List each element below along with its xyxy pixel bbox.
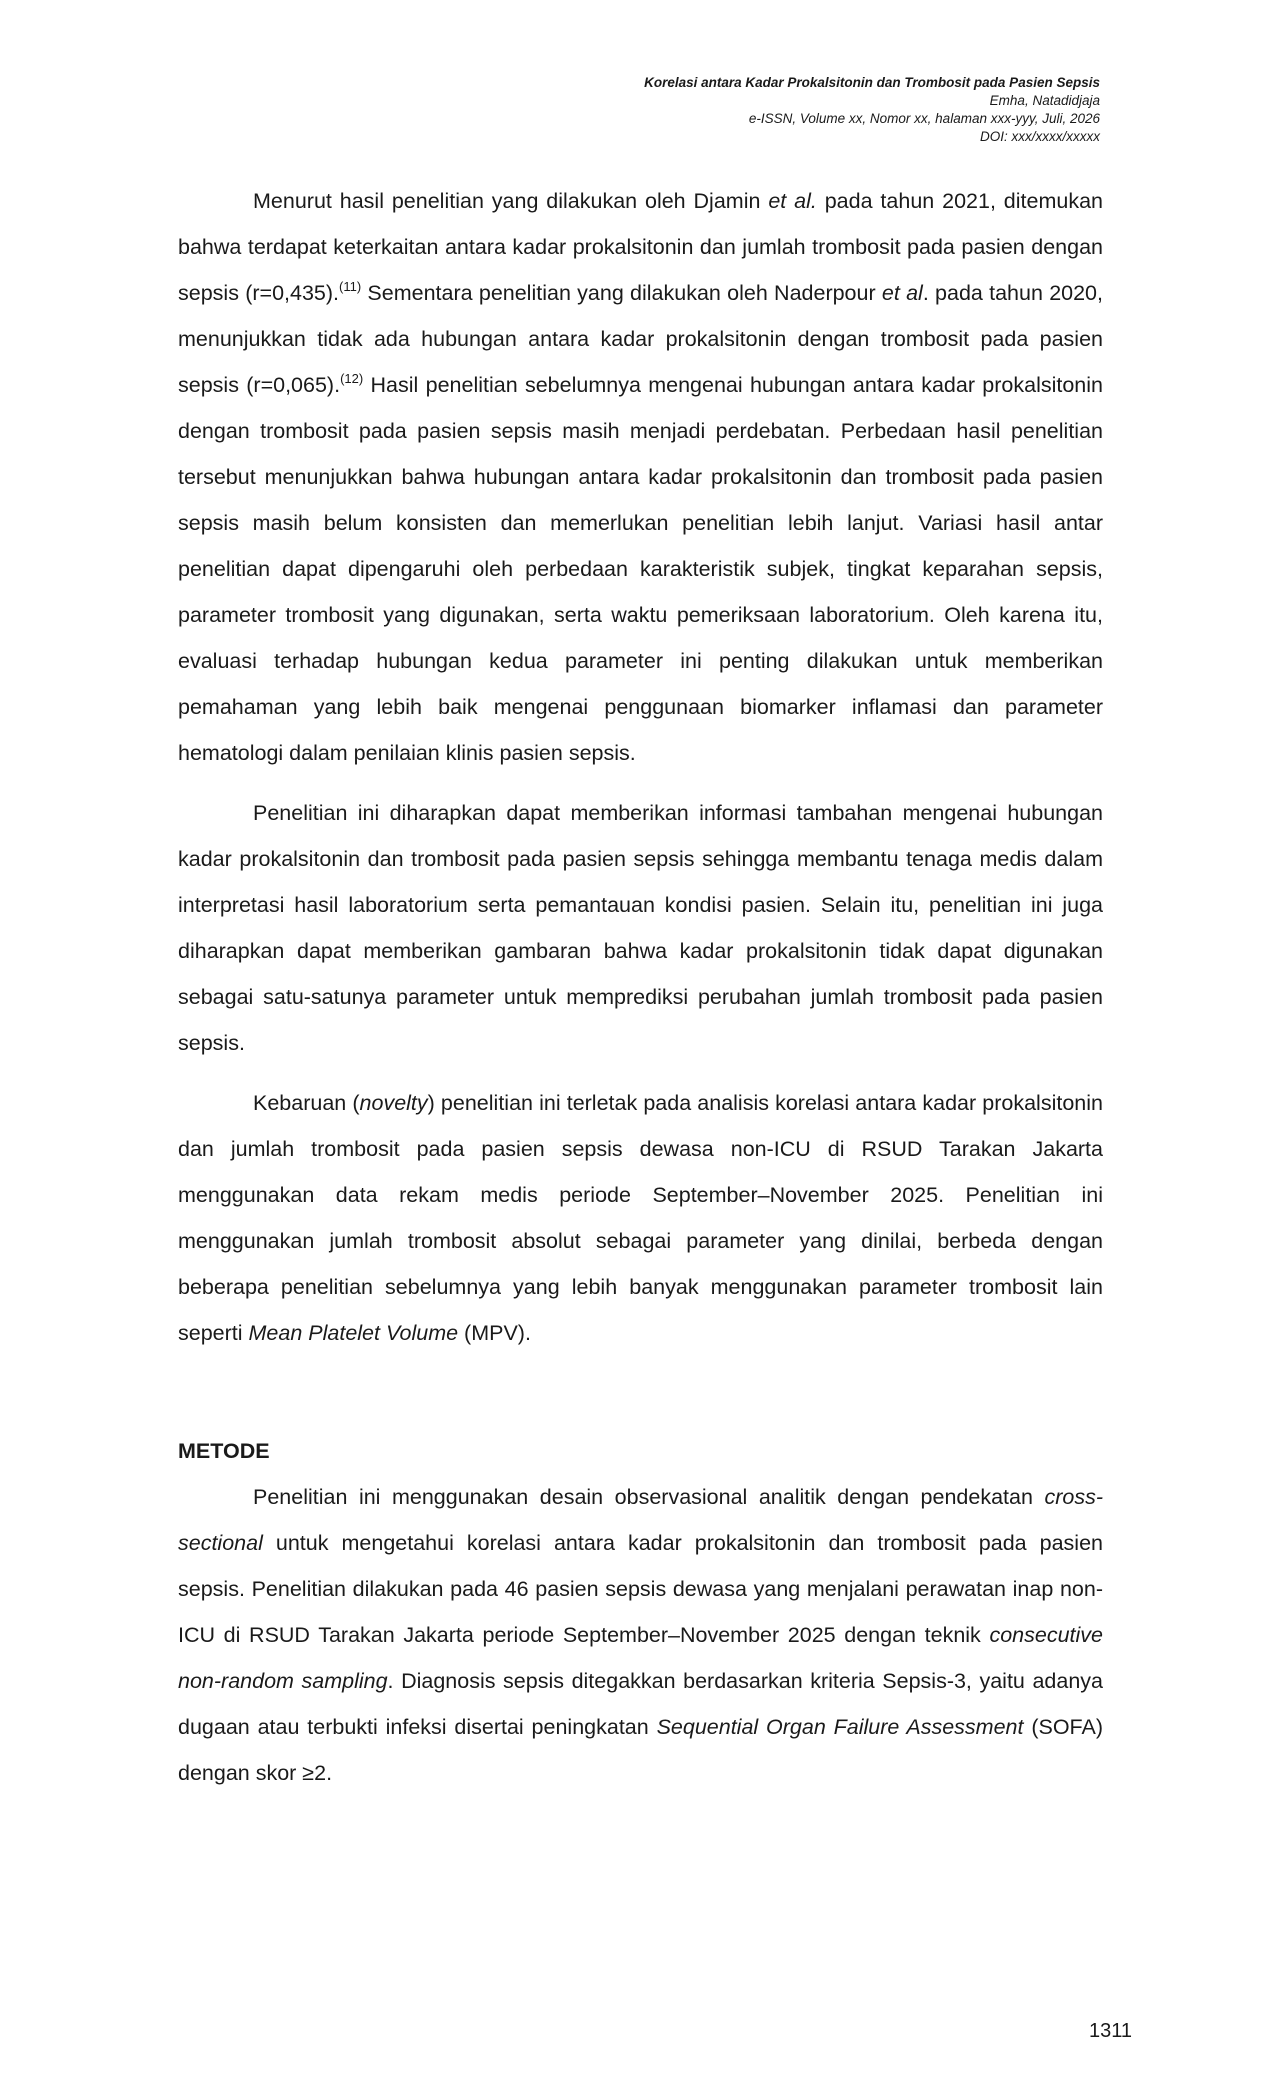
text-run: (MPV). [458,1321,531,1345]
italic-run: cross-sectional [178,1485,1103,1555]
text-run: untuk mengetahui korelasi antara kadar prokalsitonin dan trombosit pada pasien sepsis. Penelitian dilakukan pada 46 pasien sepsis dewasa yang menjalani perawatan inap non-ICU di RSUD Tarakan Jakarta periode September–November 2025 dengan teknik [178,1531,1103,1647]
header-issn: e-ISSN, Volume xx, Nomor xx, halaman xxx-yyy, Juli, 2026 [748,111,1100,126]
italic-run: et al. [768,189,817,213]
text-run: pada tahun 2021, ditemukan bahwa terdapat keterkaitan antara kadar prokalsitonin dan jumlah trombosit pada pasien dengan sepsis (r=0,435). [178,189,1103,305]
text-run: Penelitian ini menggunakan desain observasional analitik dengan pendekatan [253,1485,1045,1509]
text-run: Menurut hasil penelitian yang dilakukan oleh Djamin [253,189,769,213]
citation-ref: (12) [340,371,364,386]
paragraph-novelty [178,1080,1103,1356]
paragraph-methods [178,1474,1103,1796]
header-doi: DOI: xxx/xxxx/xxxxx [979,129,1100,144]
paragraph-prior-research [178,178,1103,776]
italic-run: consecutive non-random sampling [178,1623,1103,1693]
italic-run: Mean Platelet Volume [248,1321,459,1345]
header-article-title: Korelasi antara Kadar Prokalsitonin dan Trombosit pada Pasien Sepsis [644,75,1100,90]
text-run: ) penelitian ini terletak pada analisis korelasi antara kadar prokalsitonin dan jumlah trombosit pada pasien sepsis dewasa non-ICU di RSUD Tarakan Jakarta menggunakan data rekam medis periode September–November 2025. Penelitian ini menggunakan jumlah trombosit absolut sebagai parameter yang dinilai, berbeda dengan beberapa penelitian sebelumnya yang lebih banyak menggunakan parameter trombosit lain seperti [178,1091,1103,1345]
text-run: . Diagnosis sepsis ditegakkan berdasarkan kriteria Sepsis-3, yaitu adanya dugaan atau terbukti infeksi disertai peningkatan [178,1669,1103,1739]
italic-run: novelty [359,1091,428,1115]
text-run: (SOFA) dengan skor ≥2. [178,1715,1103,1785]
citation-ref: (11) [339,279,362,294]
text-run: Sementara penelitian yang dilakukan oleh Naderpour [361,281,882,305]
text-run: . pada tahun 2020, menunjukkan tidak ada hubungan antara kadar prokalsitonin dengan trombosit pada pasien sepsis (r=0,065). [178,281,1103,397]
main-content [178,178,1103,1810]
italic-run: Sequential Organ Failure Assessment [656,1715,1024,1739]
running-header [400,74,1100,146]
text-run: Kebaruan ( [253,1091,360,1115]
section-heading-methods: METODE [178,1439,270,1463]
page-number: 1311 [1088,2020,1132,2042]
header-authors: Emha, Natadidjaja [989,93,1100,108]
italic-run: et al [881,281,923,305]
text-run: Hasil penelitian sebelumnya mengenai hubungan antara kadar prokalsitonin dengan trombosit pada pasien sepsis masih menjadi perdebatan. Perbedaan hasil penelitian tersebut menunjukkan bahwa hubungan antara kadar prokalsitonin dan trombosit pada pasien sepsis masih belum konsisten dan memerlukan penelitian lebih lanjut. Variasi hasil antar penelitian dapat dipengaruhi oleh perbedaan karakteristik subjek, tingkat keparahan sepsis, parameter trombosit yang digunakan, serta waktu pemeriksaan laboratorium. Oleh karena itu, evaluasi terhadap hubungan kedua parameter ini penting dilakukan untuk memberikan pemahaman yang lebih baik mengenai penggunaan biomarker inflamasi dan parameter hematologi dalam penilaian klinis pasien sepsis. [178,373,1104,765]
paragraph-expected-benefit: Penelitian ini diharapkan dapat memberikan informasi tambahan mengenai hubungan kadar prokalsitonin dan trombosit pada pasien sepsis sehingga membantu tenaga medis dalam interpretasi hasil laboratorium serta pemantauan kondisi pasien. Selain itu, penelitian ini juga diharapkan dapat memberikan gambaran bahwa kadar prokalsitonin tidak dapat digunakan sebagai satu-satunya parameter untuk memprediksi perubahan jumlah trombosit pada pasien sepsis. [178,801,1103,1055]
